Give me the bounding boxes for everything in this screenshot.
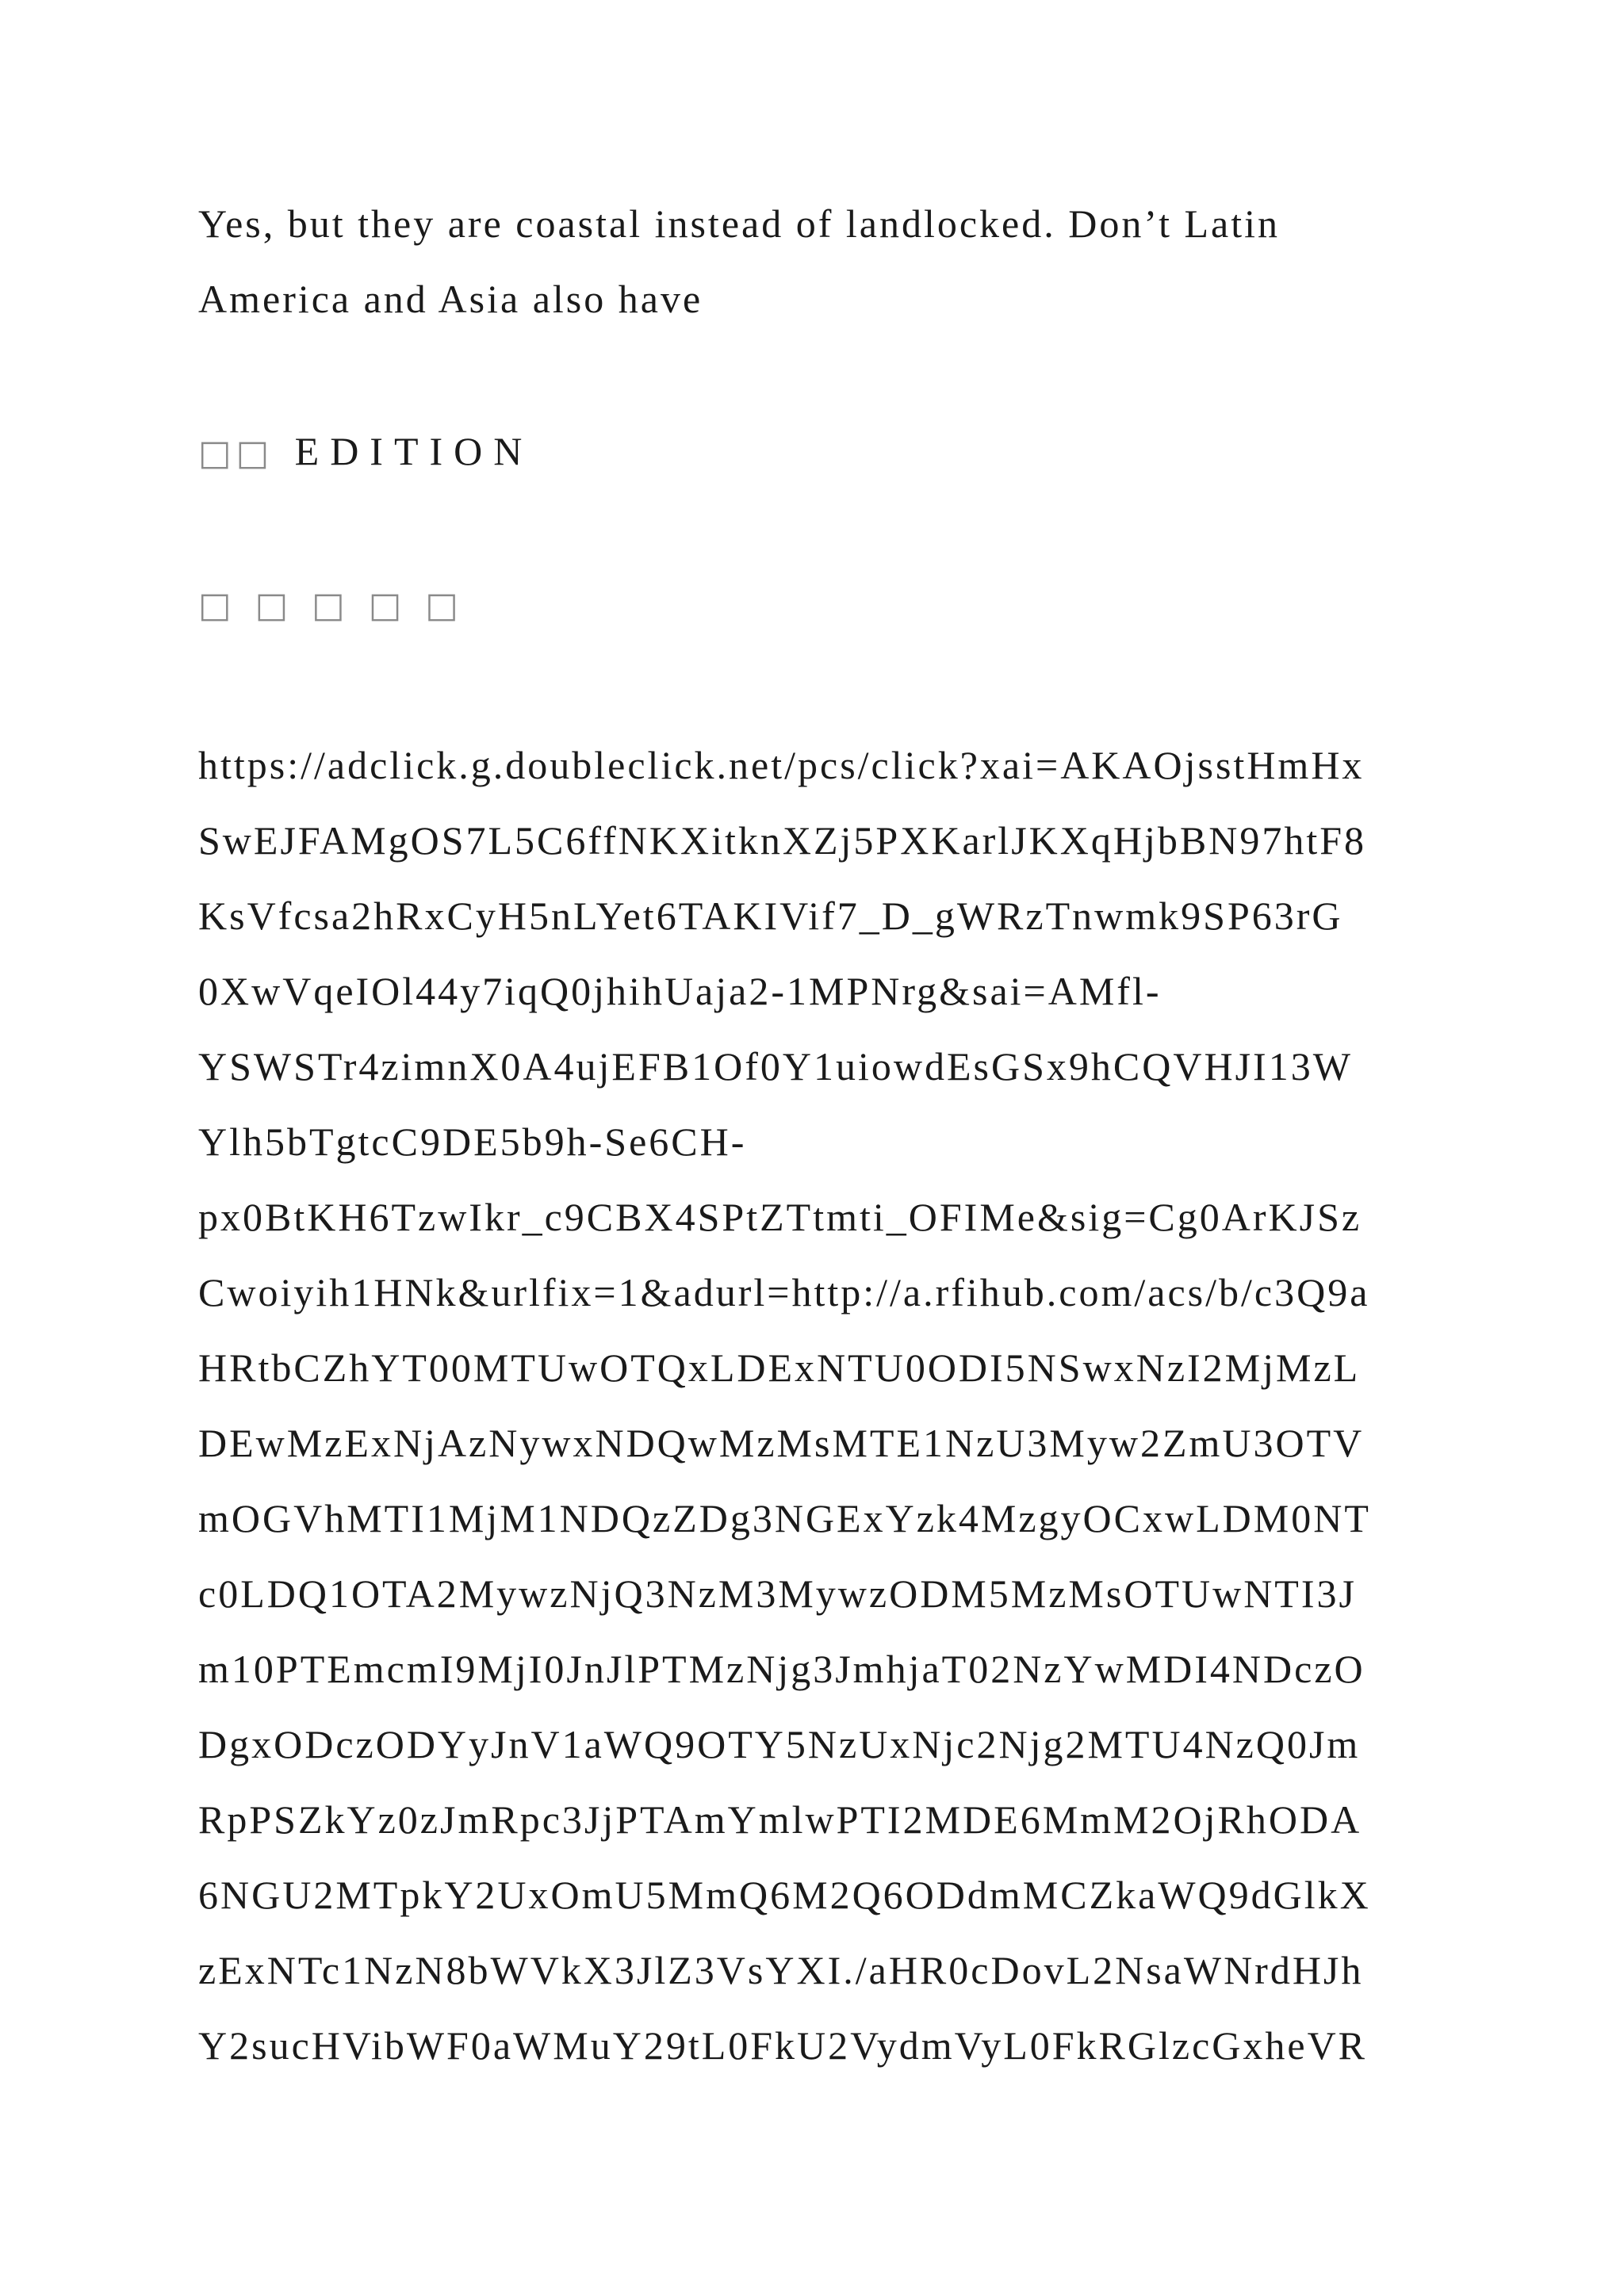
url-line: DEwMzExNjAzNywxNDQwMzMsMTE1NzU3Myw2ZmU3OTV — [198, 1421, 1365, 1465]
url-line: px0BtKH6TzwIkr_c9CBX4SPtZTtmti_OFIMe&sig=Cg0ArKJSz — [198, 1195, 1362, 1239]
missing-glyph-icon: □□□□□ — [198, 585, 482, 626]
intro-paragraph — [198, 186, 1435, 337]
text-line: Yes, but they are coastal instead of landlocked. Don’t Latin — [198, 201, 1280, 246]
url-line: m10PTEmcmI9MjI0JnJlPTMzNjg3JmhjaT02NzYwMDI4NDczO — [198, 1647, 1365, 1691]
url-line: https://adclick.g.doubleclick.net/pcs/click?xai=AKAOjsstHmHx — [198, 743, 1365, 787]
text-line: America and Asia also have — [198, 277, 703, 321]
url-line: zExNTc1NzN8bWVkX3JlZ3VsYXI./aHR0cDovL2NsaWNrdHJh — [198, 1948, 1364, 1992]
url-line: mOGVhMTI1MjM1NDQzZDg3NGExYzk4MzgyOCxwLDM0NT — [198, 1496, 1371, 1540]
edition-label: EDITION — [294, 429, 534, 473]
url-line: 0XwVqeIOl44y7iqQ0jhihUaja2-1MPNrg&sai=AMfl- — [198, 969, 1162, 1013]
url-line: c0LDQ1OTA2MywzNjQ3NzM3MywzODM5MzMsOTUwNTI3J — [198, 1571, 1357, 1616]
missing-glyph-row — [198, 566, 1435, 643]
url-line: HRtbCZhYT00MTUwOTQxLDExNTU0ODI5NSwxNzI2MjMzL — [198, 1345, 1361, 1390]
url-line: SwEJFAMgOS7L5C6ffNKXitknXZj5PXKarlJKXqHjbBN97htF8 — [198, 818, 1367, 863]
url-line: YSWSTr4zimnX0A4ujEFB1Of0Y1uiowdEsGSx9hCQVHJI13W — [198, 1044, 1353, 1089]
edition-heading — [198, 414, 1435, 491]
url-paragraph — [198, 728, 1435, 2084]
url-line: 6NGU2MTpkY2UxOmU5MmQ6M2Q6ODdmMCZkaWQ9dGlkX — [198, 1873, 1371, 1917]
url-line: Cwoiyih1HNk&urlfix=1&adurl=http://a.rfihub.com/acs/b/c3Q9a — [198, 1270, 1370, 1314]
url-line: KsVfcsa2hRxCyH5nLYet6TAKIVif7_D_gWRzTnwmk9SP63rG — [198, 894, 1343, 938]
url-line: RpPSZkYz0zJmRpc3JjPTAmYmlwPTI2MDE6MmM2OjRhODA — [198, 1797, 1362, 1842]
missing-glyph-icon: □□ — [198, 433, 274, 473]
url-line: Y2sucHVibWF0aWMuY29tL0FkU2VydmVyL0FkRGlzcGxheVR — [198, 2023, 1368, 2068]
url-line: DgxODczODYyJnV1aWQ9OTY5NzUxNjc2Njg2MTU4NzQ0Jm — [198, 1722, 1361, 1766]
url-line: Ylh5bTgtcC9DE5b9h-Se6CH- — [198, 1119, 747, 1164]
